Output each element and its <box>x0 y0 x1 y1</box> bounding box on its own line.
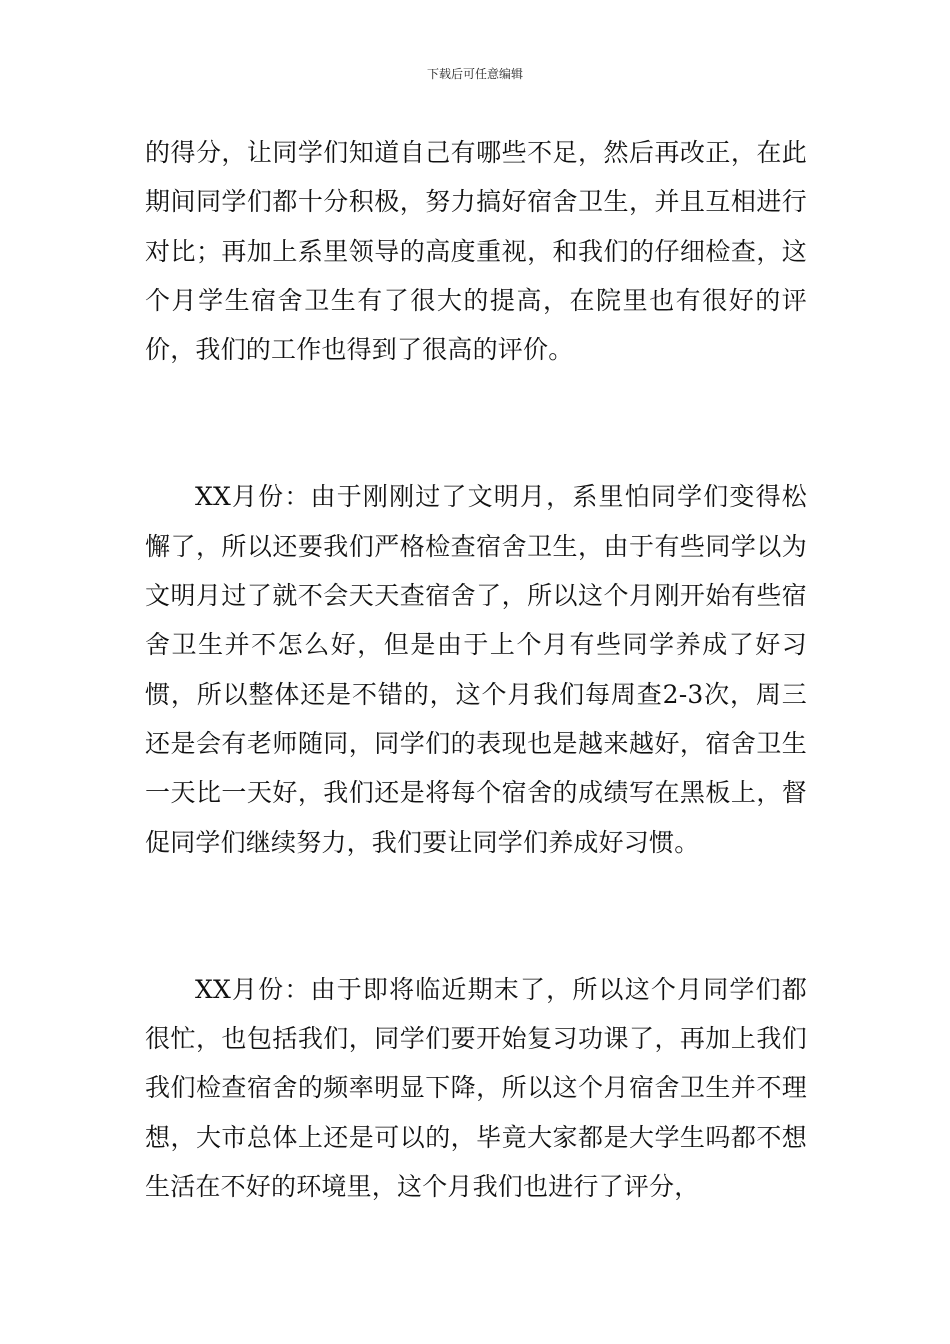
document-body <box>145 128 807 1211</box>
paragraph-month-section: XX月份：由于即将临近期末了，所以这个月同学们都很忙，也包括我们，同学们要开始复习功课了，再加上我们我们检查宿舍的频率明显下降，所以这个月宿舍卫生并不理想，大市总体上还是可以的，毕竟大家都是大学生吗都不想生活在不好的环境里，这个月我们也进行了评分， <box>145 974 807 1202</box>
paragraph-continuation: 的得分，让同学们知道自己有哪些不足，然后再改正，在此期间同学们都十分积极，努力搞好宿舍卫生，并且互相进行对比；再加上系里领导的高度重视，和我们的仔细检查，这个月学生宿舍卫生有了很大的提高，在院里也有很好的评价，我们的工作也得到了很高的评价。 <box>145 138 807 365</box>
paragraph-month-section: XX月份：由于刚刚过了文明月，系里怕同学们变得松懈了，所以还要我们严格检查宿舍卫生，由于有些同学以为文明月过了就不会天天查宿舍了，所以这个月刚开始有些宿舍卫生并不怎么好，但是由于上个月有些同学养成了好习惯，所以整体还是不错的，这个月我们每周查2-3次，周三还是会有老师随同，同学们的表现也是越来越好，宿舍卫生一天比一天好，我们还是将每个宿舍的成绩写在黑板上，督促同学们继续努力，我们要让同学们养成好习惯。 <box>145 482 807 857</box>
page-header: 下载后可任意编辑 <box>426 67 523 81</box>
